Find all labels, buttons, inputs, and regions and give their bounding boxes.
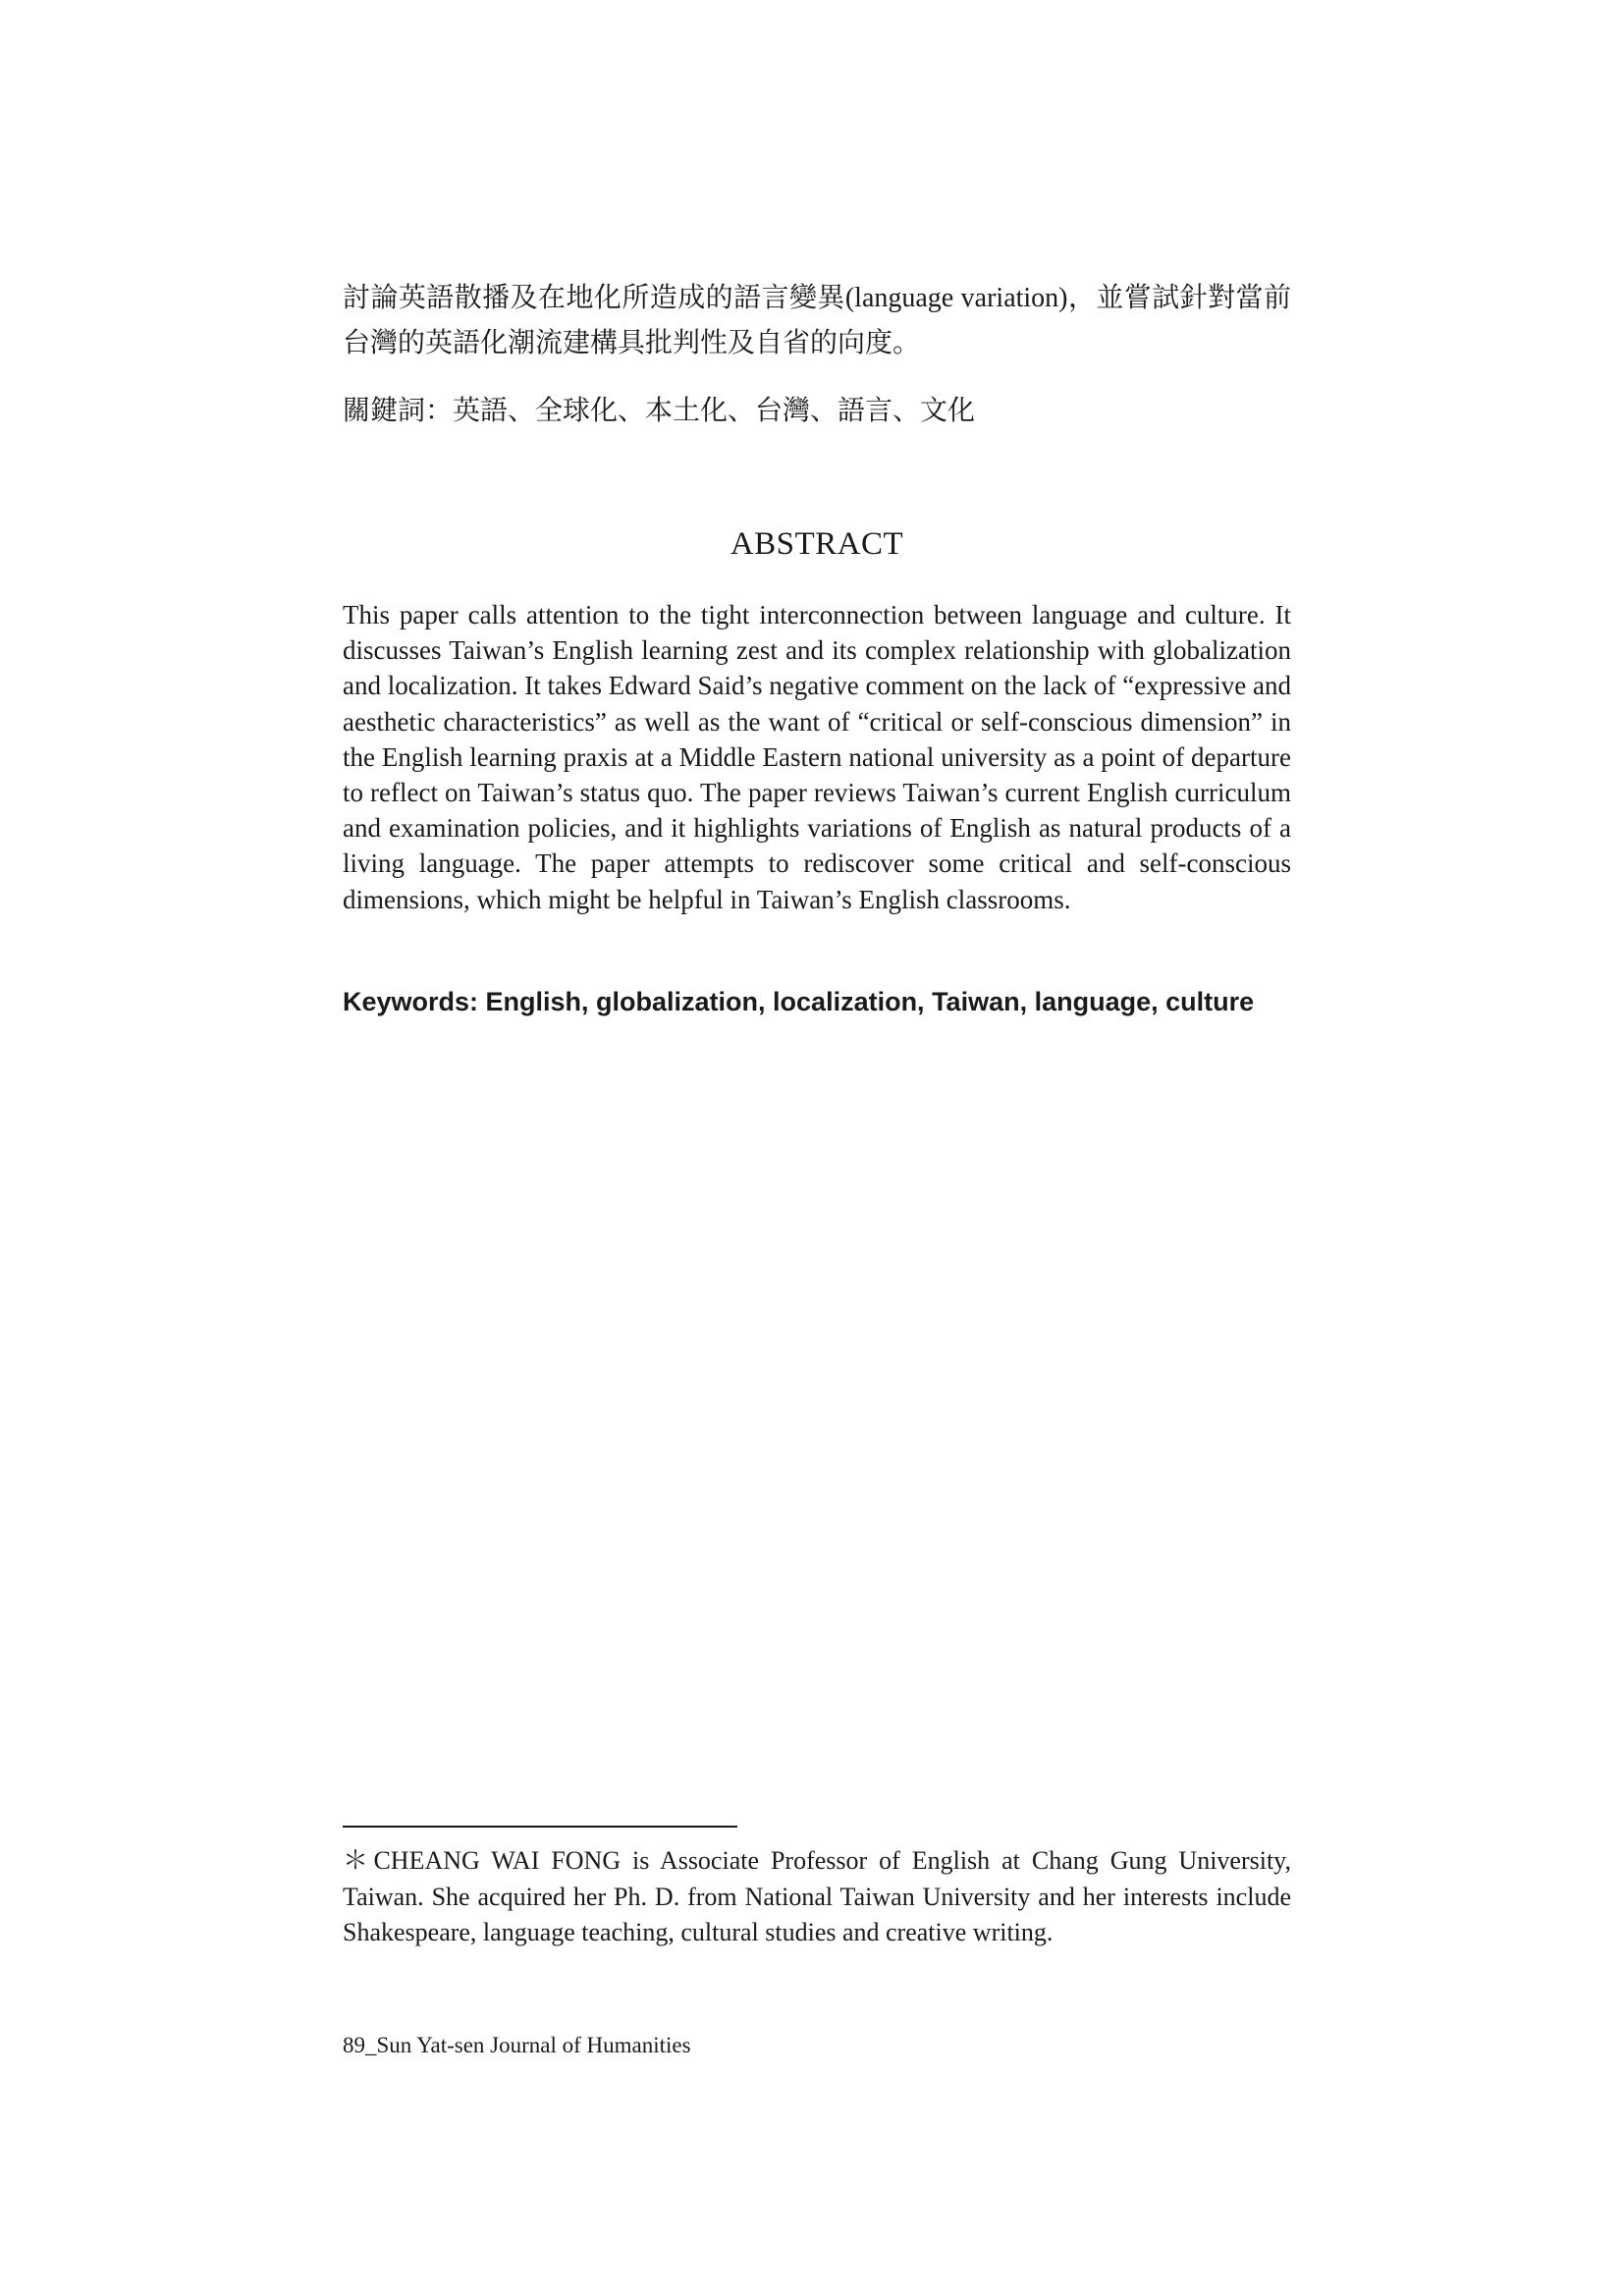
page-footer: 89_Sun Yat-sen Journal of Humanities bbox=[343, 2033, 691, 2057]
abstract-heading: ABSTRACT bbox=[730, 526, 904, 562]
chinese-abstract-paragraph: 討論英語散播及在地化所造成的語言變異(language variation)，並嘗試針對當前台灣的英語化潮流建構具批判性及自省的向度。 bbox=[343, 283, 1291, 358]
english-keywords: Keywords: English, globalization, localization, Taiwan, language, culture bbox=[343, 987, 1255, 1016]
author-footnote: ＊CHEANG WAI FONG is Associate Professor of English at Chang Gung University, Taiwan. She acquired her Ph. D. from National Taiwan University and her interests include Shakespeare, language teaching, cultural studies and creative writing. bbox=[343, 1846, 1291, 1946]
abstract-body: This paper calls attention to the tight interconnection between language and culture. It discusses Taiwan’s English learning zest and its complex relationship with globalization and localization. It takes Edward Said’s negative comment on the lack of “expressive and aesthetic characteristics” as well as the want of “critical or self-conscious dimension” in the English learning praxis at a Middle Eastern national university as a point of departure to reflect on Taiwan’s status quo. The paper reviews Taiwan’s current English curriculum and examination policies, and it highlights variations of English as natural products of a living language. The paper attempts to rediscover some critical and self-conscious dimensions, which might be helpful in Taiwan’s English classrooms. bbox=[343, 600, 1291, 914]
footnote-divider bbox=[343, 1826, 737, 1828]
chinese-keywords: 關鍵詞：英語、全球化、本土化、台灣、語言、文化 bbox=[343, 396, 976, 426]
